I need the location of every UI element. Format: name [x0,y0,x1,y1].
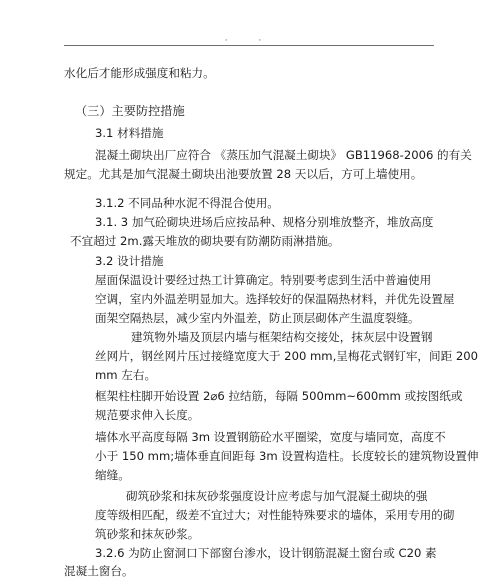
text-line: 建筑物外墙及顶层内墙与框架结构交接处，抹灰层中设置钢 [131,330,433,344]
text-line: 规范要求伸入长度。 [95,408,200,422]
subsection-heading: 3.2 设计措施 [95,254,164,268]
text-line: 3.2.6 为防止窗洞口下部窗台渗水，设计钢筋混凝土窗台或 C20 素 [95,546,437,560]
text-line: 空调，室内外温差明显加大。选择较好的保温隔热材料，并优先设置屋 [95,292,455,306]
text-line: 丝网片，钢丝网片压过接缝宽度大于 200 mm,呈梅花式钢钉牢，间距 200 [95,349,479,363]
text-line: 筑砂浆和抹灰砂浆。 [95,527,200,541]
text-line: 度等级相匹配，级差不宜过大；对性能特殊要求的墙体，采用专用的砌 [95,508,455,522]
header-rule [64,45,434,46]
text-line: 混凝土砌块出厂应符合 《蒸压加气混凝土砌块》 GB11968-2006 的有关 [95,148,472,162]
text-line: 水化后才能形成强度和粘力。 [64,66,215,80]
text-line: 小于 150 mm;墙体垂直间距每 3m 设置构造柱。长度较长的建筑物设置伸 [95,449,479,463]
text-line: mm 左右。 [95,368,157,382]
text-line: 缩缝。 [95,468,130,482]
text-line: 面架空隔热层，减少室内外温差，防止顶层砌体产生温度裂缝。 [95,311,420,325]
text-line: 屋面保温设计要经过热工计算确定。特别要考虑到生活中普遍使用 [95,273,432,287]
header-dots: · · [224,36,276,46]
text-line: 不宜超过 2m.露天堆放的砌块要有防潮防雨淋措施。 [70,234,340,248]
text-line: 墙体水平高度每隔 3m 设置钢筋砼水平圈梁，宽度与墙同宽，高度不 [95,430,446,444]
section-heading: （三）主要防控措施 [75,104,185,118]
text-line: 砌筑砂浆和抹灰砂浆强度设计应考虑与加气混凝土砌块的强 [126,489,428,503]
text-line: 3.1.2 不同品种水泥不得混合使用。 [95,196,279,210]
subsection-heading: 3.1 材料措施 [95,126,164,140]
text-line: 规定。尤其是加气混凝土砌块出池要放置 28 天以后，方可上墙使用。 [64,167,423,181]
text-line: 混凝土窗台。 [64,564,134,578]
text-line: 框架柱柱脚开始设置 2⌀6 拉结筋，每隔 500mm~600mm 或按图纸或 [95,389,463,403]
text-line: 3.1. 3 加气砼砌块进场后应按品种、规格分别堆放整齐，堆放高度 [95,215,434,229]
